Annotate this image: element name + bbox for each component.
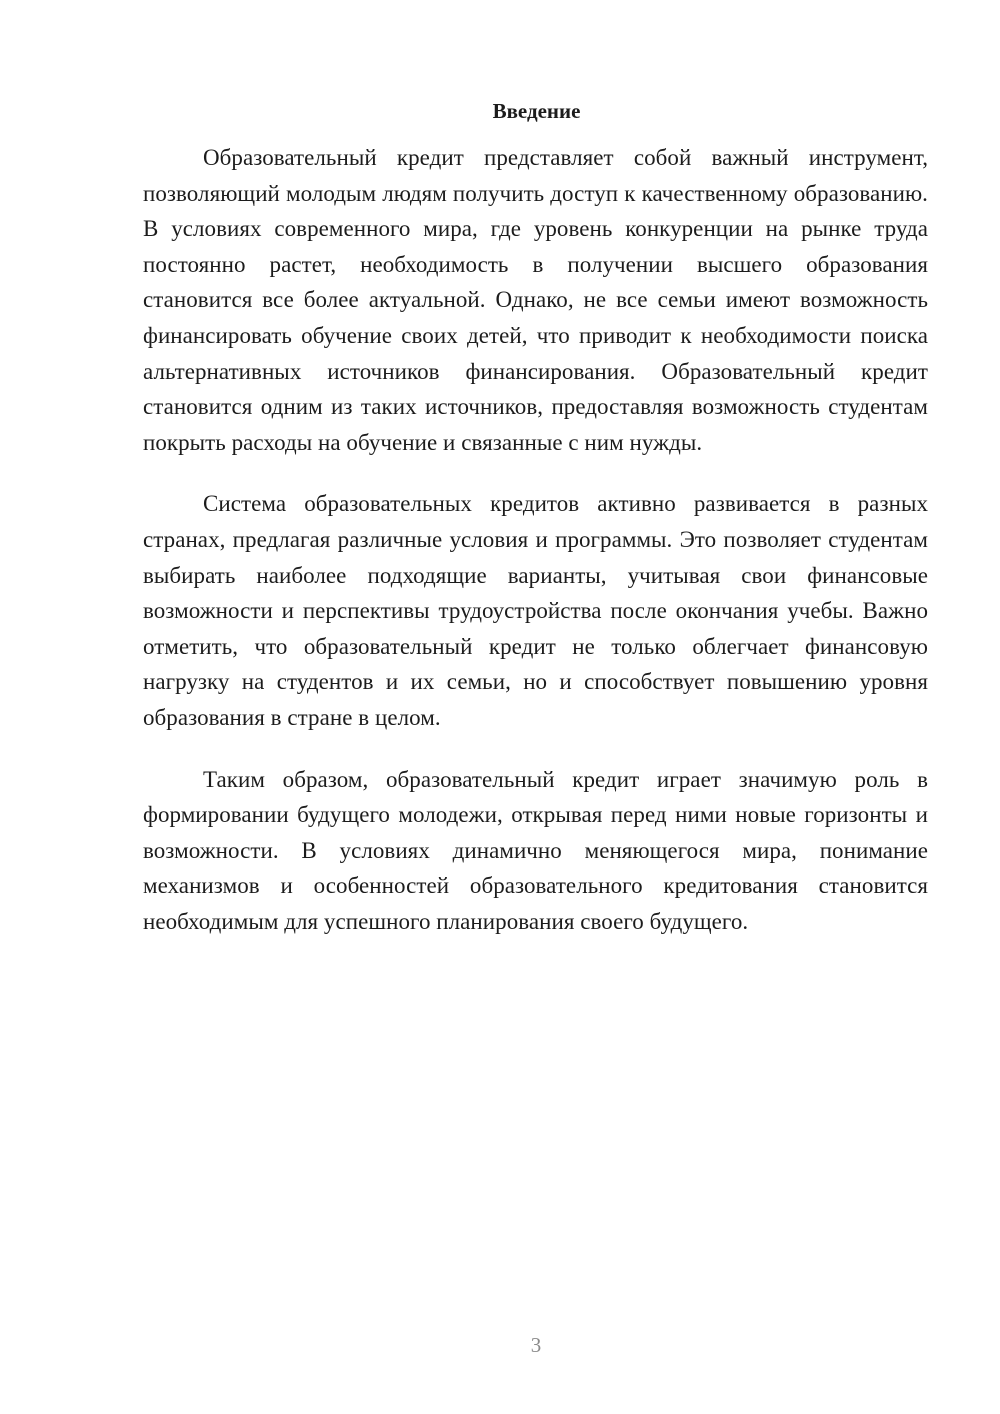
page-body bbox=[143, 96, 928, 965]
paragraph-3: Таким образом, образовательный кредит играет значимую роль в формировании будущего молодежи, открывая перед ними новые горизонты и возможности. В условиях динамично меняющегося мира, понимание механизмов и особенностей образовательного кредитования становится необходимым для успешного планирования своего будущего. bbox=[143, 766, 928, 934]
paragraph-2: Система образовательных кредитов активно развивается в разных странах, предлагая различные условия и программы. Это позволяет студентам выбирать наиболее подходящие варианты, учитывая свои финансовые возможности и перспективы трудоустройства после окончания учебы. Важно отметить, что образовательный кредит не только облегчает финансовую нагрузку на студентов и их семьи, но и способствует повышению уровня образования в стране в целом. bbox=[143, 491, 928, 730]
section-heading: Введение bbox=[492, 99, 581, 123]
paragraph-1: Образовательный кредит представляет собой важный инструмент, позволяющий молодым людям получить доступ к качественному образованию. В условиях современного мира, где уровень конкуренции на рынке труда постоянно растет, необходимость в получении высшего образования становится все более актуальной. Однако, не все семьи имеют возможность финансировать обучение своих детей, что приводит к необходимости поиска альтернативных источников финансирования. Образовательный кредит становится одним из таких источников, предоставляя возможность студентам покрыть расходы на обучение и связанные с ним нужды. bbox=[143, 145, 928, 455]
page-number: 3 bbox=[530, 1333, 542, 1357]
